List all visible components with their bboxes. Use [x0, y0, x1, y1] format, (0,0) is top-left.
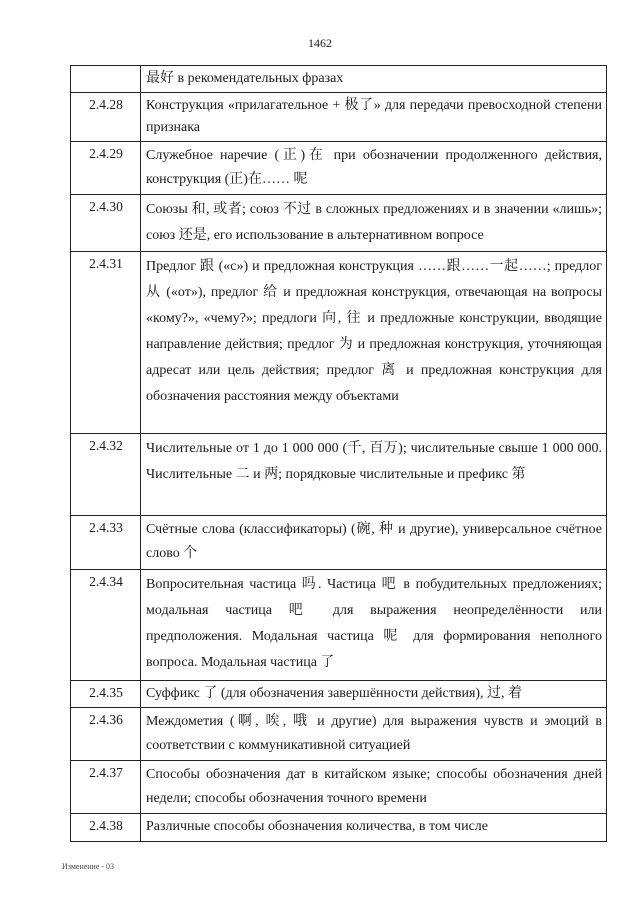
section-description: Служебное наречие (正)在 при обозначении продолженного действия, конструкция (正)在…… 呢 — [141, 142, 607, 195]
section-number: 2.4.37 — [71, 761, 141, 814]
section-number: 2.4.35 — [71, 681, 141, 708]
footer-revision: Изменение - 03 — [62, 862, 115, 871]
table-row — [71, 516, 607, 570]
section-number: 2.4.38 — [71, 814, 141, 842]
table-row — [71, 93, 607, 142]
section-number — [71, 66, 141, 93]
section-description: Предлог 跟 («с») и предложная конструкция ……跟……一起……; предлог 从 («от»), предлог 给 и предложная конструкция, отвечающая на вопросы «кому?», «чему?»; предлоги 向, 往 и предложные конструкции, вводящие направление действия; предлог 为 и предложная конструкция, уточняющая адресат или цель действия; предлог 离 и предложная конструкция для обозначения расстояния между объектами — [141, 252, 607, 434]
section-number: 2.4.30 — [71, 195, 141, 252]
requirements-table — [70, 65, 607, 842]
table-row — [71, 66, 607, 93]
section-number: 2.4.33 — [71, 516, 141, 570]
table-row — [71, 195, 607, 252]
table-row — [71, 434, 607, 516]
table-row — [71, 708, 607, 761]
table-row — [71, 814, 607, 842]
section-number: 2.4.32 — [71, 434, 141, 516]
section-description: Вопросительная частица 吗. Частица 吧 в побудительных предложениях; модальная частица 吧 для выражения неопределённости или предположения. Модальная частица 呢 для формирования неполного вопроса. Модальная частица 了 — [141, 570, 607, 681]
section-number: 2.4.34 — [71, 570, 141, 681]
section-number: 2.4.28 — [71, 93, 141, 142]
section-number: 2.4.29 — [71, 142, 141, 195]
section-number: 2.4.36 — [71, 708, 141, 761]
table-row — [71, 570, 607, 681]
section-description: Числительные от 1 до 1 000 000 (千, 百万); числительные свыше 1 000 000. Числительные 二 и 两; порядковые числительные и префикс 第 — [141, 434, 607, 516]
section-description: Суффикс 了 (для обозначения завершённости действия), 过, 着 — [141, 681, 607, 708]
table-body — [71, 66, 607, 842]
table-row — [71, 252, 607, 434]
section-description: 最好 в рекомендательных фразах — [141, 66, 607, 93]
section-description: Союзы 和, 或者; союз 不过 в сложных предложениях и в значении «лишь»; союз 还是, его использование в альтернативном вопросе — [141, 195, 607, 252]
section-description: Способы обозначения дат в китайском языке; способы обозначения дней недели; способы обозначения точного времени — [141, 761, 607, 814]
section-number: 2.4.31 — [71, 252, 141, 434]
section-description: Междометия (啊, 唉, 哦 и другие) для выражения чувств и эмоций в соответствии с коммуникативной ситуацией — [141, 708, 607, 761]
page-number: 1462 — [308, 36, 332, 50]
table-row — [71, 761, 607, 814]
table-row — [71, 681, 607, 708]
section-description: Различные способы обозначения количества, в том числе — [141, 814, 607, 842]
section-description: Счётные слова (классификаторы) (碗, 种 и другие), универсальное счётное слово 个 — [141, 516, 607, 570]
section-description: Конструкция «прилагательное + 极了» для передачи превосходной степени признака — [141, 93, 607, 142]
table-row — [71, 142, 607, 195]
